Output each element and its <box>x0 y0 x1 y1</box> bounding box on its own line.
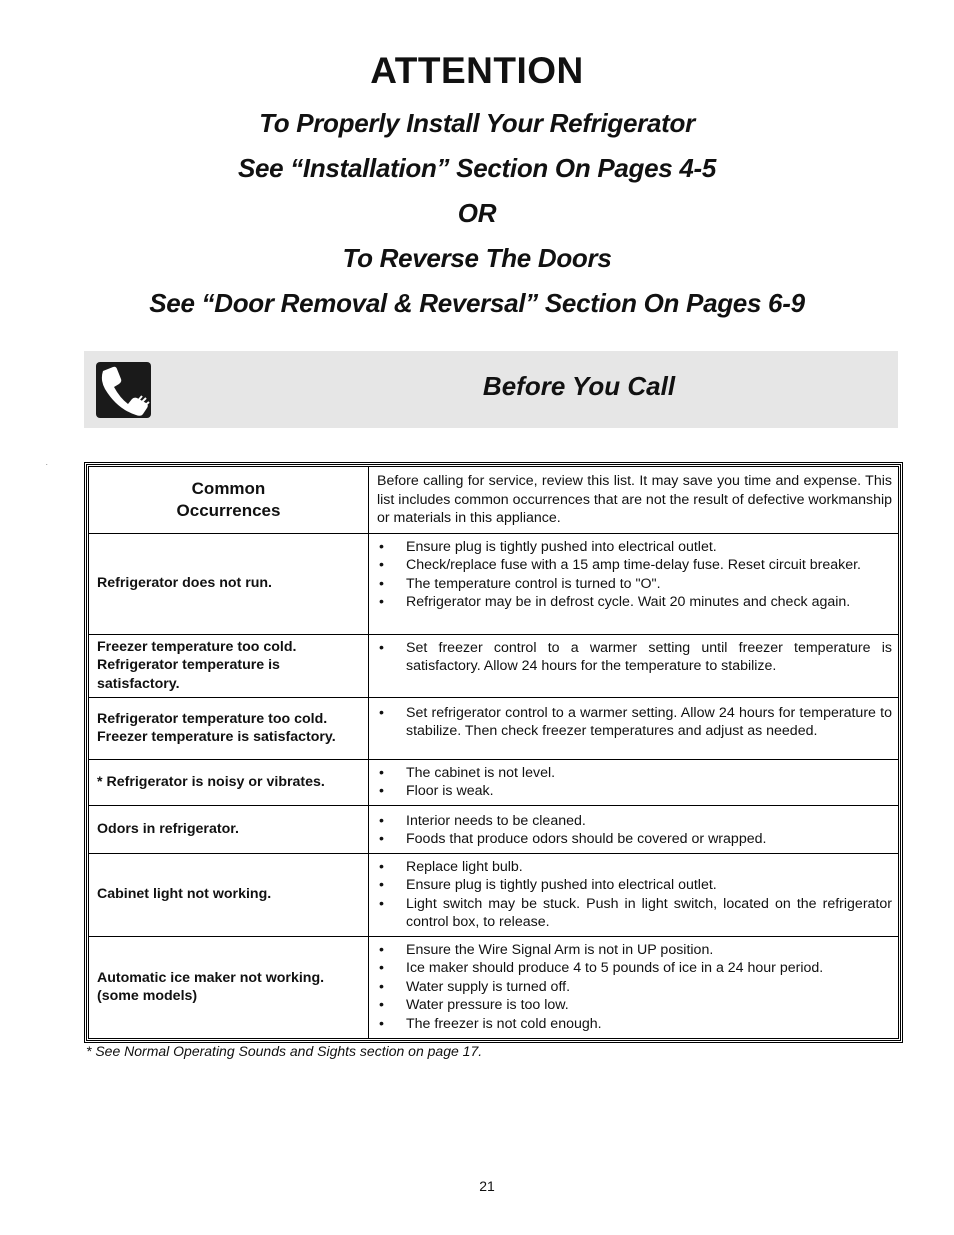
list-item: • Ensure plug is tightly pushed into electrical outlet. <box>377 538 892 557</box>
list-item: • Interior needs to be cleaned. <box>377 812 892 831</box>
telephone-handset-icon <box>96 362 151 418</box>
table-header-row <box>89 467 899 534</box>
list-item: • Set freezer control to a warmer setting until freezer temperature is satisfactory. Allow 24 hours for the temperature to stabilize. <box>377 639 892 676</box>
problem-cell: Cabinet light not working. <box>89 853 369 936</box>
list-item: • Light switch may be stuck. Push in light switch, located on the refrigerator control box, to release. <box>377 895 892 932</box>
problem-cell: Odors in refrigerator. <box>89 805 369 853</box>
door-reversal-pages-reference: See “Door Removal & Reversal” Section On Pages 6-9 <box>149 288 805 318</box>
table-row <box>89 533 899 634</box>
problem-cell: Refrigerator temperature too cold. Freezer temperature is satisfactory. <box>89 697 369 759</box>
list-item: • Ensure plug is tightly pushed into electrical outlet. <box>377 876 892 895</box>
list-item: • Replace light bulb. <box>377 858 892 877</box>
troubleshooting-table <box>84 462 903 1043</box>
header-left-line-1: Common <box>191 478 266 498</box>
solution-cell <box>369 533 899 634</box>
list-item: • Ensure the Wire Signal Arm is not in UP position. <box>377 941 892 960</box>
list-item: • The temperature control is turned to "O". <box>377 575 892 594</box>
list-item: • Foods that produce odors should be covered or wrapped. <box>377 830 892 849</box>
solution-cell <box>369 936 899 1038</box>
table-row <box>89 936 899 1038</box>
problem-cell: * Refrigerator is noisy or vibrates. <box>89 759 369 805</box>
header-left-line-2: Occurrences <box>176 500 281 520</box>
banner-title: Before You Call <box>482 371 676 401</box>
solution-cell <box>369 805 899 853</box>
install-pages-reference: See “Installation” Section On Pages 4-5 <box>237 153 717 183</box>
problem-cell: Refrigerator does not run. <box>89 533 369 634</box>
table-row <box>89 805 899 853</box>
table-row <box>89 697 899 759</box>
list-item: • Refrigerator may be in defrost cycle. Wait 20 minutes and check again. <box>377 593 892 612</box>
table-row <box>89 759 899 805</box>
solution-cell <box>369 634 899 697</box>
install-instruction: To Properly Install Your Refrigerator <box>259 108 695 138</box>
solution-cell <box>369 759 899 805</box>
attention-title: ATTENTION <box>370 50 584 91</box>
list-item: • The freezer is not cold enough. <box>377 1015 892 1034</box>
list-item: • The cabinet is not level. <box>377 764 892 783</box>
table-header-left <box>89 467 369 534</box>
list-item: • Check/replace fuse with a 15 amp time-delay fuse. Reset circuit breaker. <box>377 556 892 575</box>
solution-cell <box>369 853 899 936</box>
table-row <box>89 853 899 936</box>
table-intro-text: Before calling for service, review this list. It may save you time and expense. This list includes common occurrences that are not the result of defective workmanship or materials in this appliance. <box>369 467 899 534</box>
problem-cell: Freezer temperature too cold. Refrigerator temperature is satisfactory. <box>89 634 369 697</box>
list-item: • Ice maker should produce 4 to 5 pounds of ice in a 24 hour period. <box>377 959 892 978</box>
list-item: • Water supply is turned off. <box>377 978 892 997</box>
table-row <box>89 634 899 697</box>
solution-cell <box>369 697 899 759</box>
before-you-call-banner <box>84 351 898 428</box>
reverse-doors-instruction: To Reverse The Doors <box>342 243 612 273</box>
page-number: 21 <box>479 1178 495 1194</box>
list-item: • Water pressure is too low. <box>377 996 892 1015</box>
or-separator: OR <box>457 198 497 228</box>
problem-cell: Automatic ice maker not working. (some models) <box>89 936 369 1038</box>
footnote: * See Normal Operating Sounds and Sights section on page 17. <box>86 1043 483 1059</box>
list-item: • Set refrigerator control to a warmer setting. Allow 24 hours for temperature to stabilize. Then check freezer temperatures and adjust as needed. <box>377 704 892 741</box>
list-item: • Floor is weak. <box>377 782 892 801</box>
